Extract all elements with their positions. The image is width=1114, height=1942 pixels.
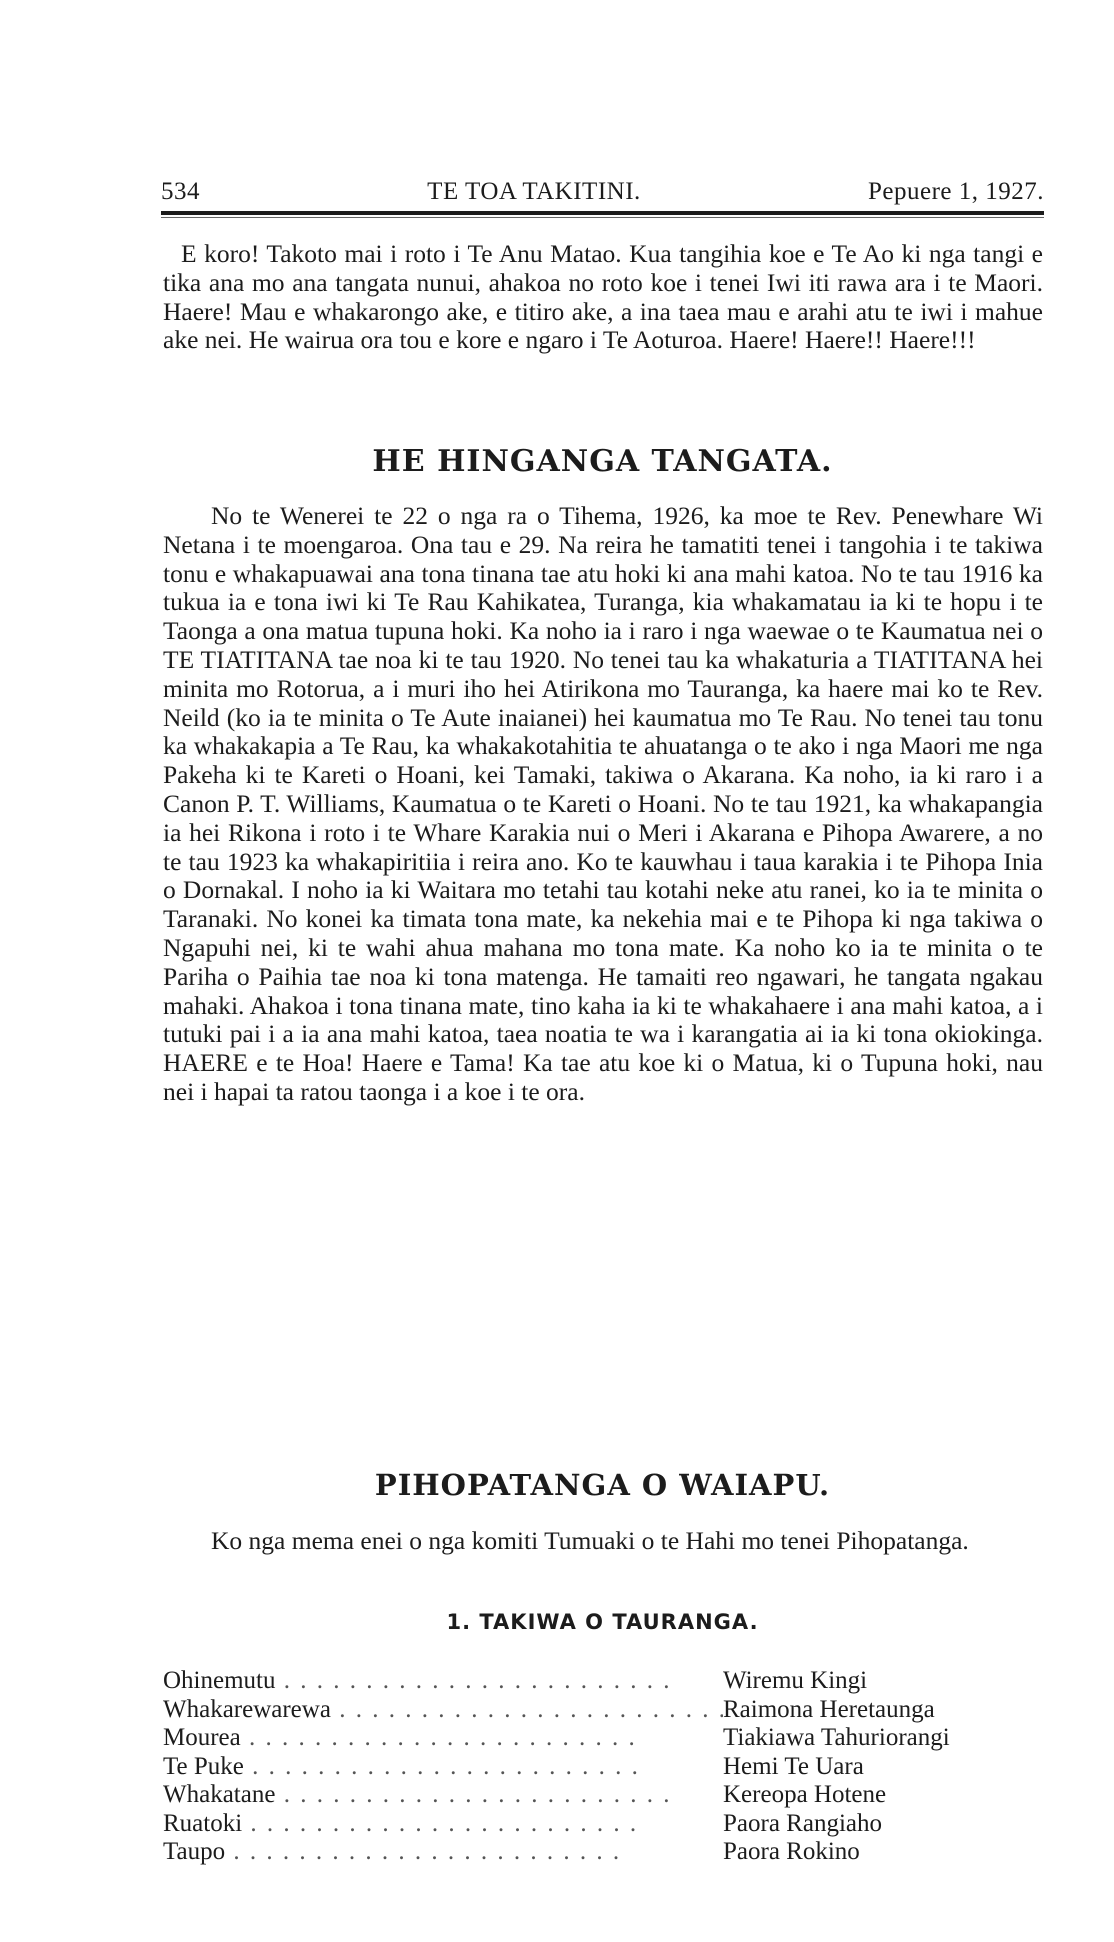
page-header bbox=[161, 178, 1044, 206]
district-heading: 1. TAKIWA O TAURANGA. bbox=[446, 1610, 759, 1634]
member-name: Tiakiawa Tahuriorangi bbox=[723, 1724, 950, 1751]
list-item bbox=[163, 1753, 1043, 1782]
member-name: Kereopa Hotene bbox=[723, 1781, 887, 1808]
member-name: Raimona Heretaunga bbox=[723, 1695, 935, 1723]
member-place: Whakarewarewa . . . bbox=[163, 1696, 723, 1724]
member-place: Te Puke . . . bbox=[163, 1753, 723, 1781]
obituary-paragraph: No te Wenerei te 22 o nga ra o Tihema, 1926, ka moe te Rev. Penewhare Wi Netana i te moengaroa. Ona tau e 29. Na reira he tamatiti tenei i tangohia i te takiwa tonu e whakapuawai ana tona tinana tae atu hoki ki ana mahi katoa. No te tau 1916 ka tukua ia e tona iwi ki Te Rau Kahikatea, Turanga, kia whakamatau ia ki te hopu i te Taonga a ona matua tupuna hoki. Ka noho ia i raro i nga waewae o te Kaumatua nei o TE TIATITANA tae noa ki te tau 1920. No tenei tau ka whakaturia a TIATITANA hei minita mo Rotorua, a i muri iho hei Atirikona mo Tauranga, ka haere mai ko te Rev. Neild (ko ia te minita o Te Aute inaianei) hei kaumatua mo Te Rau. No tenei tau tonu ka whakakapia a Te Rau, ka whakakotahitia te ahuatanga o te ako i nga Maori me nga Pakeha ki te Kareti o Hoani, kei Tamaki, takiwa o Akarana. Ka noho, ia ki raro i a Canon P. T. Williams, Kaumatua o te Kareti o Hoani. No te tau 1921, ka whakapangia ia hei Rikona i roto i te Whare Karakia nui o Meri i Akarana e Pihopa Awarere, a no te tau 1923 ka whakapiritiia i reira ano. Ko te kauwhau i taua karakia i te Pihopa Inia o Dornakal. I noho ia ki Waitara mo tetahi tau kotahi neke atu ranei, ko ia te minita o Taranaki. No konei ka timata tona mate, ka nekehia mai e te Pihopa ki nga takiwa o Ngapuhi nei, ki te wahi ahua mahana mo tona mate. Ka noho ko ia te minita o te Pariha o Paihia tae noa ki tona matenga. He tamaiti reo ngawari, he tangata ngakau mahaki. Ahakoa i tona tinana mate, tino kaha ia ki te whakahaere i ana mahi katoa, a i tutuki pai i a ia ana mahi katoa, taea noatia te wa i karangatia ai ia ki tona okiokinga. HAERE e te Hoa! Haere e Tama! Ka tae atu koe ki o Matua, ki o Tupuna hoki, nau nei i hapai ta ratou taonga i a koe i te ora. bbox=[163, 501, 1043, 1106]
list-item bbox=[163, 1781, 1043, 1810]
member-place: Ohinemutu . . . bbox=[163, 1667, 723, 1695]
issue-date: Pepuere 1, 1927. bbox=[867, 178, 1044, 205]
page-number: 534 bbox=[161, 178, 200, 205]
member-place: Mourea . . . bbox=[163, 1724, 723, 1752]
list-item bbox=[163, 1838, 1043, 1867]
list-item bbox=[163, 1667, 1043, 1696]
publication-title: TE TOA TAKITINI. bbox=[427, 178, 641, 205]
list-item bbox=[163, 1696, 1043, 1725]
list-item bbox=[163, 1724, 1043, 1753]
intro-paragraph: E koro! Takoto mai i roto i Te Anu Matao. Kua tangihia koe e Te Ao ki nga tangi e tika ana mo ana tangata nunui, ahakoa no roto koe i tenei Iwi iti rawa ara i te Maori. Haere! Mau e whakarongo ake, e titiro ake, a ina taea mau e arahi atu te iwi i mahue ake nei. He wairua ora tou e kore e ngaro i Te Aoturoa. Haere! Haere!! Haere!!! bbox=[163, 239, 1043, 355]
diocese-intro: Ko nga mema enei o nga komiti Tumuaki o te Hahi mo tenei Pihopatanga. bbox=[211, 1526, 969, 1555]
member-name: Hemi Te Uara bbox=[723, 1752, 864, 1780]
member-place: Taupo . . . bbox=[163, 1838, 723, 1866]
list-item bbox=[163, 1810, 1043, 1839]
member-name: Paora Rangiaho bbox=[723, 1809, 882, 1837]
header-rule bbox=[161, 211, 1044, 215]
member-place: Ruatoki . . . bbox=[163, 1810, 723, 1838]
section-heading-diocese: PIHOPATANGA O WAIAPU. bbox=[374, 1468, 831, 1502]
header-rule-thin bbox=[161, 217, 1044, 218]
member-place: Whakatane . . . bbox=[163, 1781, 723, 1809]
section-heading-obituary: HE HINGANGA TANGATA. bbox=[372, 444, 833, 479]
committee-member-list bbox=[163, 1667, 1043, 1867]
member-name: Paora Rokino bbox=[723, 1838, 860, 1865]
member-name: Wiremu Kingi bbox=[723, 1667, 868, 1694]
